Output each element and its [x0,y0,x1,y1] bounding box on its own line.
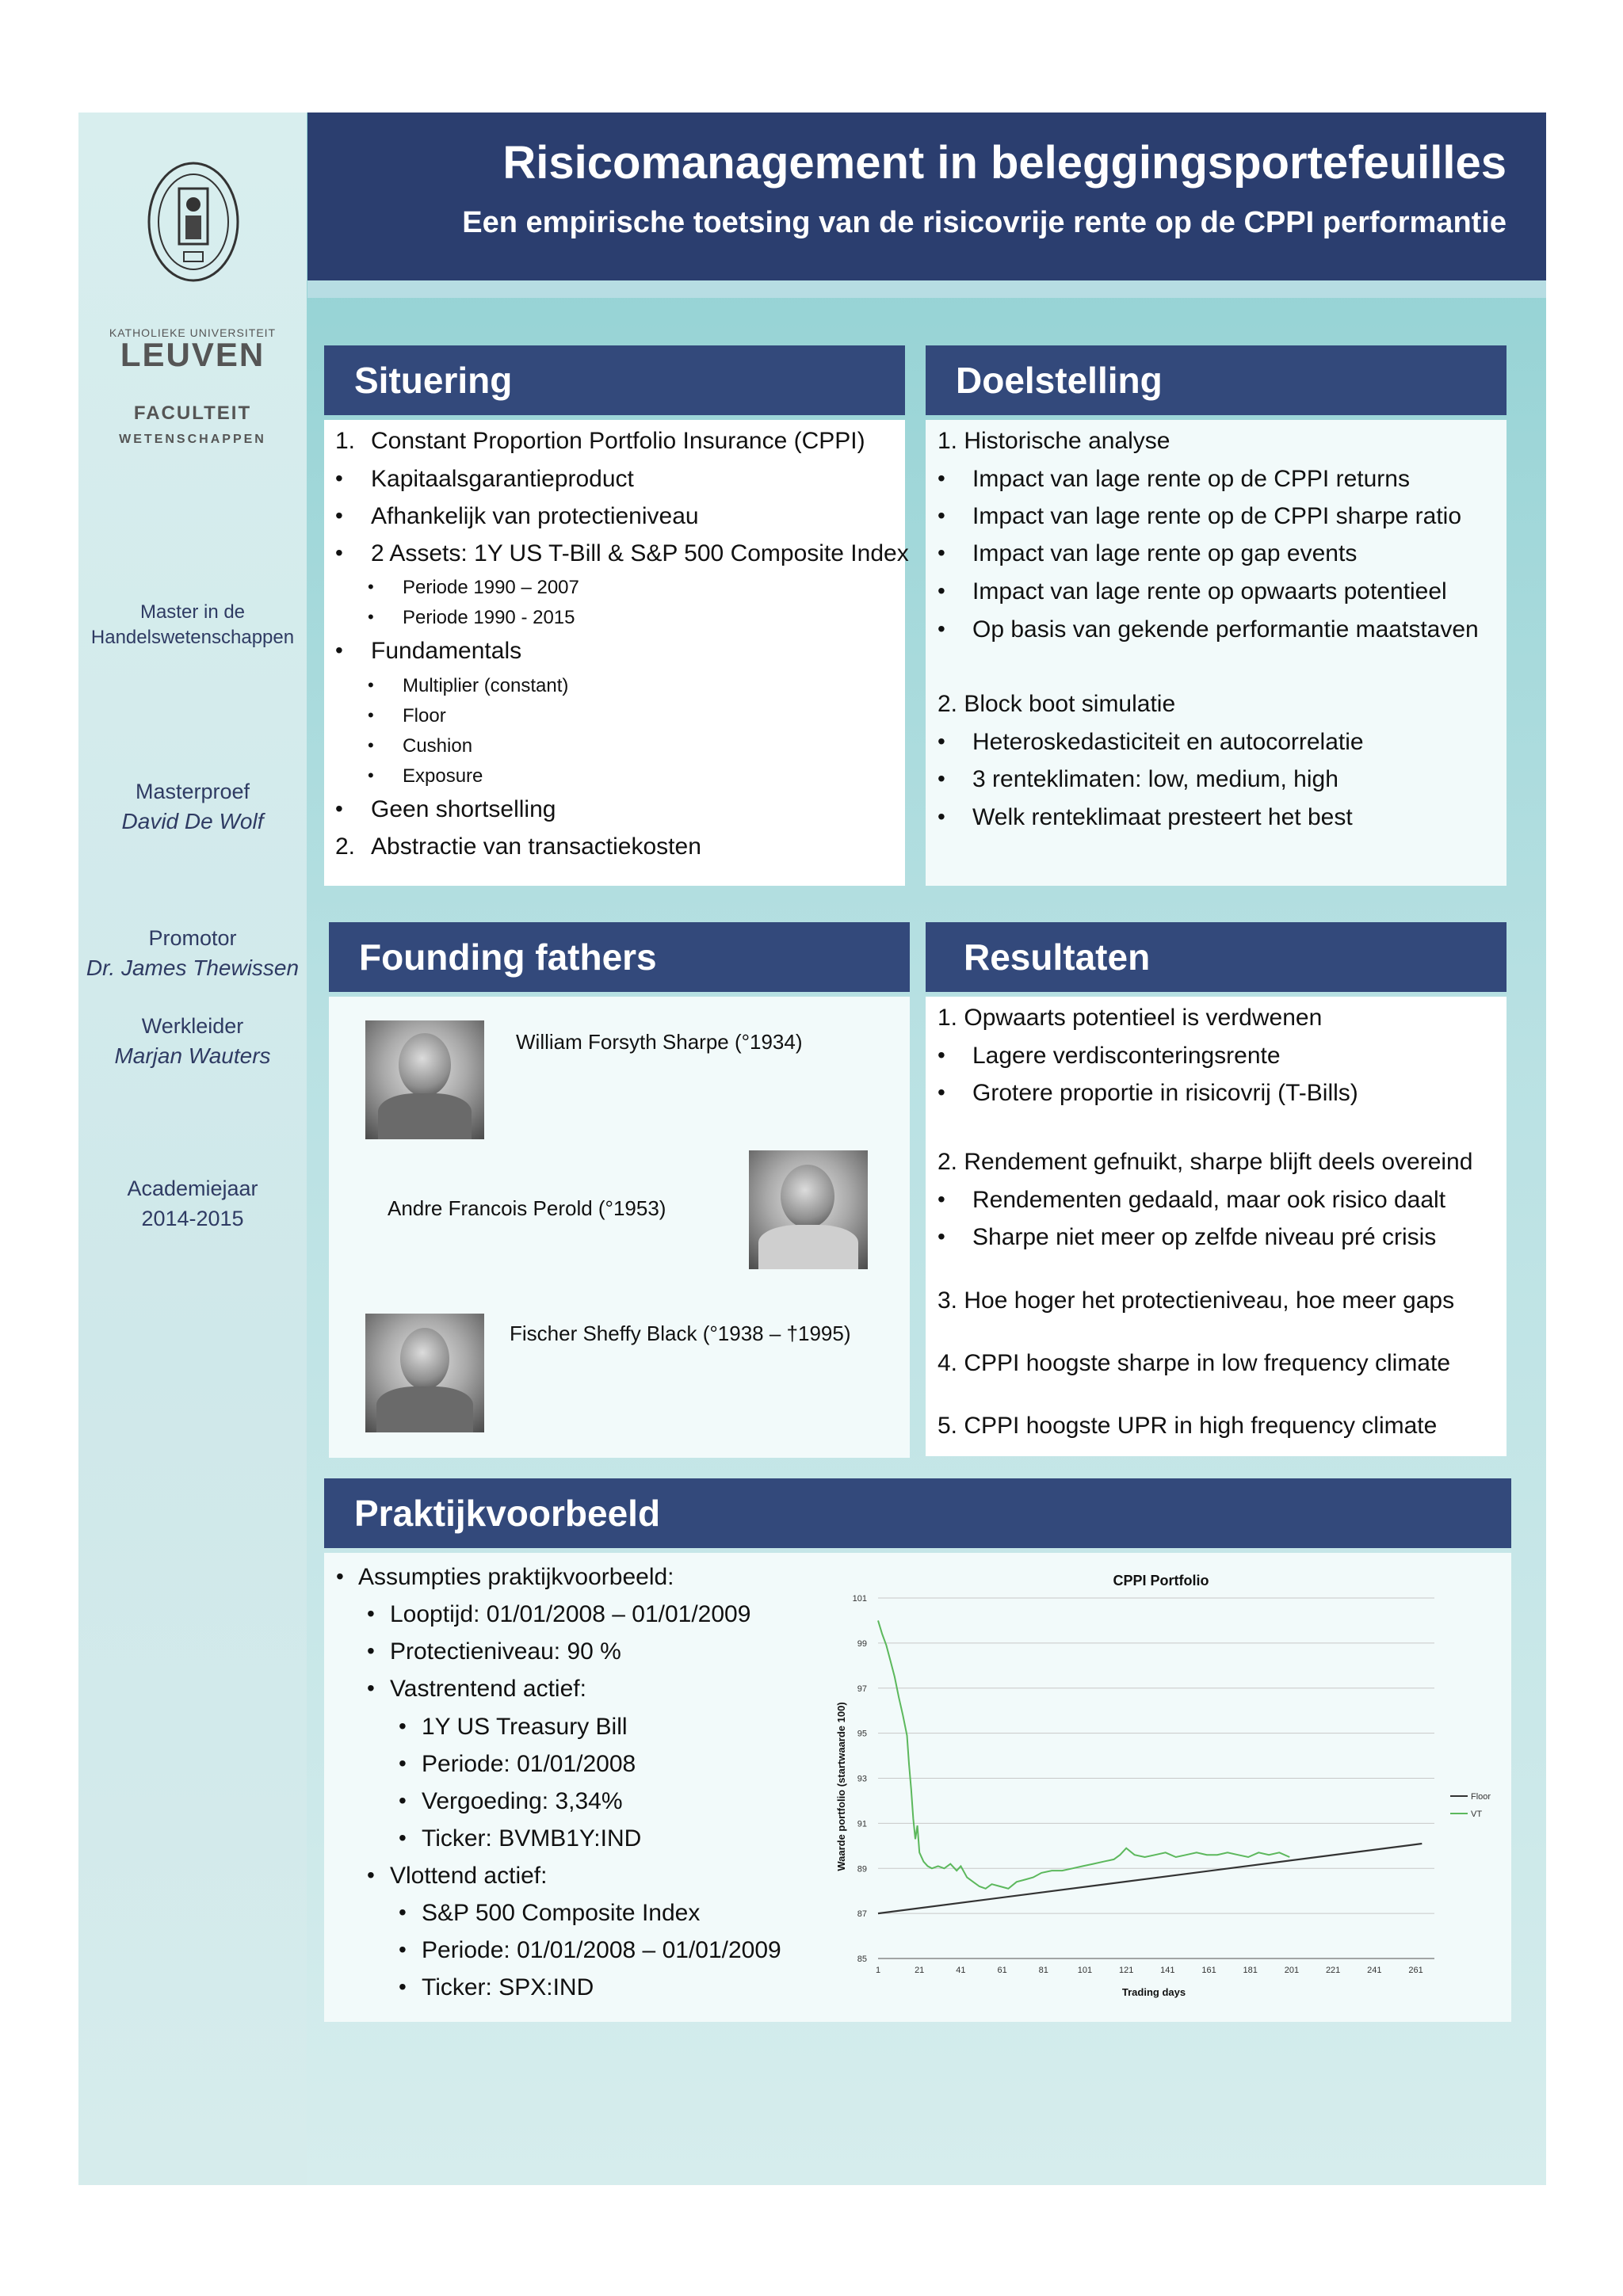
list-marker: • [399,1751,407,1775]
chart-y-tick-label: 97 [857,1684,867,1694]
list-item: Afhankelijk van protectieniveau [371,503,699,529]
chart-x-axis-label: Trading days [1121,1986,1186,1998]
list-item: Periode: 01/01/2008 [422,1751,636,1777]
founders-heading: Founding fathers [329,922,910,992]
list-marker: • [336,1564,344,1589]
list-item: 2. Rendement gefnuikt, sharpe blijft deels overeind [938,1149,1473,1175]
chart-x-tick-label: 141 [1160,1966,1175,1975]
chart-x-tick-label: 1 [875,1966,881,1975]
founder-photo-sharpe [365,1020,484,1139]
founder-photo-perold [749,1150,868,1269]
list-item: Vastrentend actief: [390,1676,586,1702]
university-seal-icon [143,158,244,285]
promotor-block [78,923,307,983]
chart-x-tick-label: 81 [1038,1966,1048,1975]
resultaten-panel [926,997,1507,1456]
list-marker: • [399,1788,407,1813]
header-strip [307,280,1546,298]
faculty-subname: WETENSCHAPPEN [119,433,266,446]
list-item: Impact van lage rente op de CPPI returns [972,466,1410,492]
list-item: Geen shortselling [371,796,556,822]
university-name-small: KATHOLIEKE UNIVERSITEIT [109,326,277,339]
list-item: Protectieniveau: 90 % [390,1638,621,1665]
list-item: Multiplier (constant) [403,675,569,696]
list-item: Assumpties praktijkvoorbeeld: [358,1564,674,1590]
list-item: Vergoeding: 3,34% [422,1788,623,1814]
poster-title: Risicomanagement in beleggingsportefeuilles [502,137,1507,189]
list-marker: • [938,540,945,565]
resultaten-heading: Resultaten [926,922,1507,992]
header-banner [307,113,1546,280]
list-item: Kapitaalsgarantieproduct [371,466,634,492]
promotor-name: Dr. James Thewissen [86,955,300,980]
founder-photo-black [365,1314,484,1432]
list-item: Exposure [403,765,483,787]
chart-series-vt-line [878,1620,1289,1888]
list-marker: • [368,577,374,597]
supervisor-label: Werkleider [141,1014,244,1038]
list-marker: • [938,1187,945,1211]
praktijk-heading: Praktijkvoorbeeld [324,1478,1511,1548]
list-item: Grotere proportie in risicovrij (T-Bills) [972,1080,1358,1106]
promotor-label: Promotor [148,926,237,950]
list-marker: • [938,729,945,753]
thesis-block [78,776,307,837]
program-line-2: Handelswetenschappen [90,627,295,648]
chart-x-tick-label: 41 [956,1966,966,1975]
list-item: Impact van lage rente op de CPPI sharpe ratio [972,503,1462,529]
chart-x-tick-label: 181 [1243,1966,1258,1975]
list-item: Cushion [403,735,473,757]
doelstelling-heading: Doelstelling [926,345,1507,415]
list-marker: • [335,638,343,662]
list-marker: 1. [335,428,356,454]
faculty-name: FACULTEIT [133,402,252,424]
list-marker: • [938,804,945,829]
list-item: Impact van lage rente op gap events [972,540,1358,566]
list-item: 5. CPPI hoogste UPR in high frequency climate [938,1413,1438,1439]
list-item: Constant Proportion Portfolio Insurance (CPPI) [371,428,865,454]
thesis-author: David De Wolf [121,809,264,833]
list-item: 1. Historische analyse [938,428,1170,454]
founder-name-sharpe: William Forsyth Sharpe (°1934) [516,1030,803,1054]
list-marker: • [335,503,343,528]
university-name: LEUVEN [120,336,265,373]
chart-title: CPPI Portfolio [1113,1573,1209,1589]
chart-y-tick-label: 91 [857,1819,867,1829]
list-marker: • [368,607,374,627]
list-item: 1. Opwaarts potentieel is verdwenen [938,1005,1323,1031]
chart-y-tick-label: 93 [857,1774,867,1784]
chart-y-tick-label: 89 [857,1864,867,1875]
list-marker: • [368,675,374,695]
list-marker: • [938,466,945,490]
list-item: Ticker: BVMB1Y:IND [422,1825,642,1852]
list-item: Vlottend actief: [390,1863,548,1889]
chart-x-tick-label: 161 [1201,1966,1216,1975]
list-marker: • [367,1863,375,1887]
list-marker: • [335,540,343,565]
list-marker: • [938,1043,945,1067]
list-marker: • [335,796,343,821]
situering-panel [324,420,909,886]
list-item: Heteroskedasticiteit en autocorrelatie [972,729,1364,755]
situering-heading: Situering [324,345,905,415]
list-item: Op basis van gekende performantie maatstaven [972,616,1479,643]
chart-x-tick-label: 121 [1118,1966,1134,1975]
list-item: Ticker: SPX:IND [422,1974,594,2000]
chart-x-tick-label: 101 [1077,1966,1093,1975]
year-block [78,1173,307,1234]
list-item: 1Y US Treasury Bill [422,1714,628,1740]
list-marker: • [368,765,374,785]
list-marker: • [399,1714,407,1738]
list-marker: • [367,1638,375,1663]
list-marker: • [938,503,945,528]
chart-x-tick-label: 261 [1408,1966,1423,1975]
list-marker: • [368,705,374,725]
list-marker: • [368,735,374,755]
chart-y-tick-label: 99 [857,1638,867,1649]
list-marker: • [399,1900,407,1924]
list-item: Rendementen gedaald, maar ook risico daalt [972,1187,1446,1213]
list-item: 4. CPPI hoogste sharpe in low frequency climate [938,1350,1451,1376]
chart-legend-label: VT [1471,1810,1483,1819]
list-item: Lagere verdisconteringsrente [972,1043,1281,1069]
list-item: S&P 500 Composite Index [422,1900,701,1926]
chart-y-tick-label: 87 [857,1909,867,1920]
list-marker: 2. [335,833,356,860]
list-item: Floor [403,705,446,727]
program-line-1: Master in de [139,601,246,623]
year-label: Academiejaar [127,1177,258,1200]
list-item: Sharpe niet meer op zelfde niveau pré crisis [972,1224,1437,1250]
founders-panel [329,997,910,1458]
list-marker: • [399,1974,407,1999]
list-marker: • [938,1080,945,1104]
chart-x-tick-label: 221 [1325,1966,1341,1975]
thesis-label: Masterproef [135,780,250,803]
list-item: Welk renteklimaat presteert het best [972,804,1353,830]
list-marker: • [335,466,343,490]
chart-series-floor-line [878,1844,1422,1913]
list-item: Periode 1990 – 2007 [403,577,579,598]
list-marker: • [399,1937,407,1962]
founder-name-black: Fischer Sheffy Black (°1938 – †1995) [510,1322,851,1345]
program-block [78,600,307,650]
chart-y-tick-label: 101 [852,1594,867,1604]
list-item: Impact van lage rente op opwaarts potentieel [972,578,1447,605]
chart-x-tick-label: 21 [915,1966,925,1975]
cppi-portfolio-chart [824,1565,1537,2008]
list-item: Periode: 01/01/2008 – 01/01/2009 [422,1937,781,1963]
chart-x-tick-label: 61 [997,1966,1007,1975]
list-item: 2. Block boot simulatie [938,691,1176,717]
list-marker: • [399,1825,407,1850]
list-item: Fundamentals [371,638,522,664]
chart-y-tick-label: 85 [857,1955,867,1964]
list-marker: • [938,766,945,791]
list-item: Abstractie van transactiekosten [371,833,701,860]
list-item: 2 Assets: 1Y US T-Bill & S&P 500 Composite Index [371,540,909,566]
list-marker: • [367,1676,375,1700]
list-marker: • [938,578,945,603]
poster-subtitle: Een empirische toetsing van de risicovrije rente op de CPPI performantie [462,206,1507,239]
chart-y-axis-label: Waarde portfolio (startwaarde 100) [835,1702,847,1871]
list-item: 3. Hoe hoger het protectieniveau, hoe meer gaps [938,1287,1455,1314]
list-item: Looptijd: 01/01/2008 – 01/01/2009 [390,1601,751,1627]
founder-name-perold: Andre Francois Perold (°1953) [388,1196,666,1220]
chart-legend-label: Floor [1471,1792,1491,1802]
list-marker: • [938,616,945,641]
list-marker: • [367,1601,375,1626]
supervisor-name: Marjan Wauters [114,1043,271,1068]
chart-y-tick-label: 95 [857,1729,867,1739]
doelstelling-panel [926,420,1507,886]
list-item: 3 renteklimaten: low, medium, high [972,766,1338,792]
chart-x-tick-label: 241 [1367,1966,1382,1975]
list-item: Periode 1990 - 2015 [403,607,575,628]
supervisor-block [78,1011,307,1071]
chart-x-tick-label: 201 [1284,1966,1300,1975]
year-value: 2014-2015 [141,1207,244,1230]
list-marker: • [938,1224,945,1249]
